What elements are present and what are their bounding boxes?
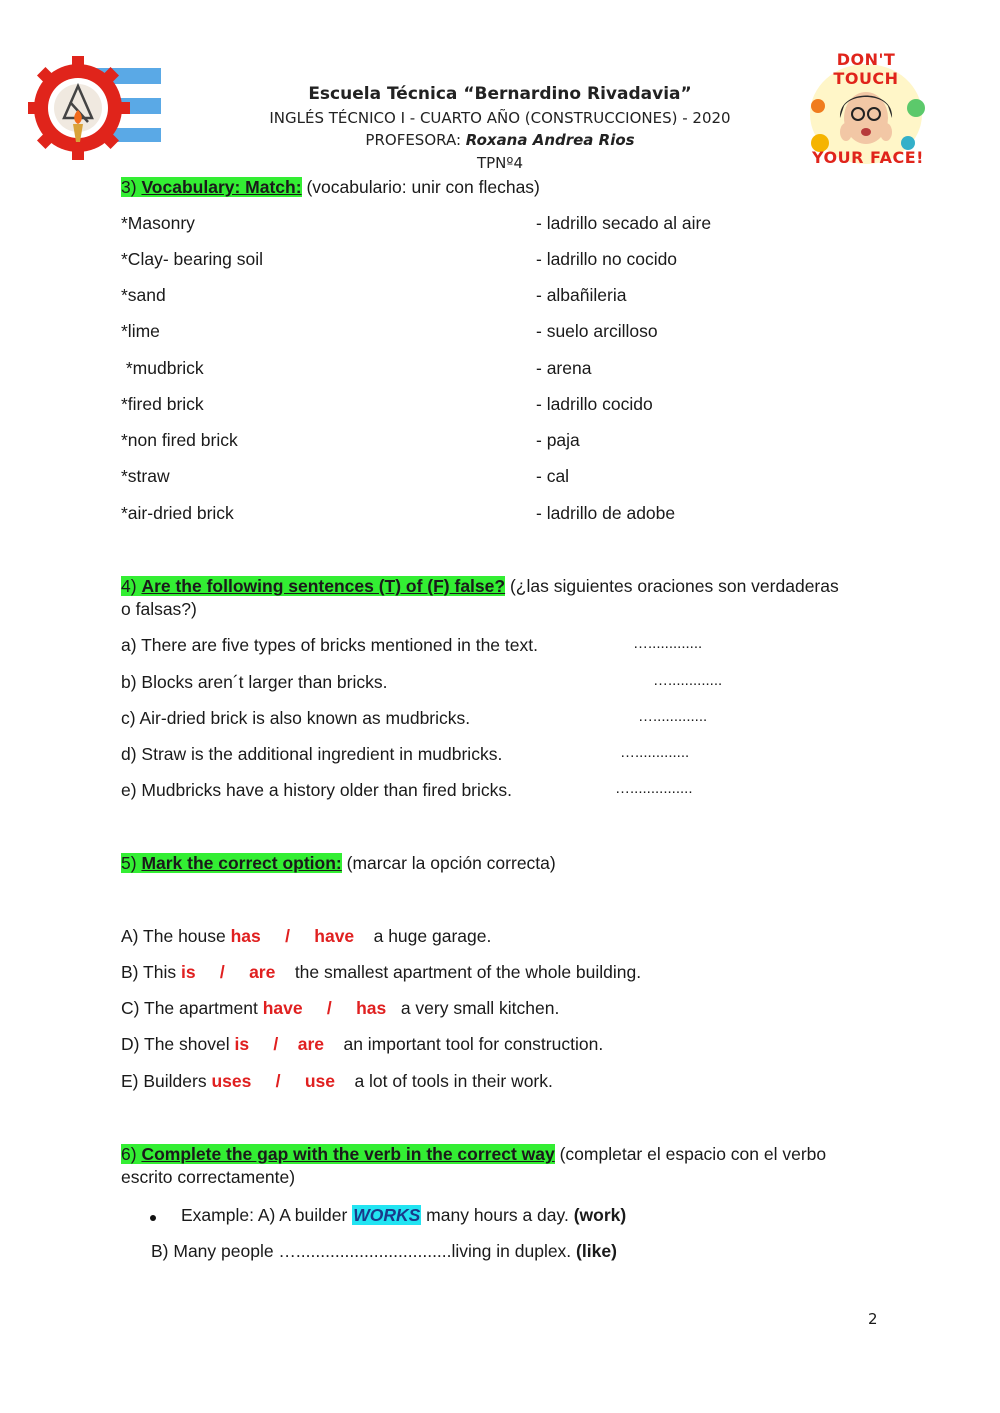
vocab-right-4: - suelo arcilloso [536,321,658,341]
section5-title: Mark the correct option: [141,853,342,873]
section6-number: 6) [121,1144,137,1164]
vocab-left-3: *sand [121,285,166,305]
section3-highlight [121,177,302,197]
option-e-rest: a lot of tools in their work. [354,1071,553,1091]
option-c-choice-1[interactable]: have [262,998,303,1018]
example-answer: WORKS [353,1205,421,1225]
section6-highlight [121,1144,555,1164]
option-c-choice-2[interactable]: has [356,998,387,1018]
option-e-choice-1[interactable]: uses [211,1071,252,1091]
section4-heading [121,576,839,597]
tf-item-b: b) Blocks aren´t larger than bricks. [121,672,388,692]
section4-subtitle-cont: o falsas?) [121,599,197,619]
option-b-stem: B) This [121,962,181,982]
option-item-d [121,1034,603,1055]
option-c-rest: a very small kitchen. [400,998,560,1018]
section5-subtitle: (marcar la opción correcta) [346,853,556,873]
vocab-left-5: *mudbrick [121,358,204,378]
option-item-c [121,998,559,1019]
vocab-left-7: *non fired brick [121,430,238,450]
vocab-right-1: - ladrillo secado al aire [536,213,712,233]
option-b-rest: the smallest apartment of the whole building. [294,962,642,982]
example-rest: many hours a day. [421,1205,574,1225]
section4-highlight [121,576,505,596]
bullet-icon [150,1215,156,1221]
teacher-label: PROFESORA: [365,131,461,149]
vocab-right-9: - ladrillo de adobe [536,503,676,523]
vocab-right-2: - ladrillo no cocido [536,249,678,269]
option-d-choice-2[interactable]: are [297,1034,325,1054]
sticker-bottom-text: YOUR FACE! [812,148,924,167]
teacher-line [0,131,1000,149]
option-a-separator: / [285,926,290,946]
option-a-rest: a huge garage. [373,926,492,946]
tf-item-d: d) Straw is the additional ingredient in mudbricks. [121,744,503,764]
section4-subtitle: (¿las siguientes oraciones son verdaderas [509,576,839,596]
option-e-separator: / [275,1071,281,1091]
option-d-separator: / [273,1034,279,1054]
vocab-right-7: - paja [536,430,580,450]
school-name: Escuela Técnica “Bernardino Rivadavia” [308,84,692,104]
section3-subtitle: (vocabulario: unir con flechas) [306,177,540,197]
tf-item-a: a) There are five types of bricks mentioned in the text. [121,635,538,655]
gap-b-verb: (like) [576,1241,617,1261]
tf-answer-d[interactable]: …............. [620,744,690,761]
option-item-a [121,926,491,947]
vocab-right-3: - albañileria [536,285,627,305]
gap-item-b [151,1241,617,1262]
option-a-choice-2[interactable]: have [314,926,355,946]
example-verb: (work) [573,1205,627,1225]
vocab-right-8: - cal [536,466,570,486]
tf-answer-b[interactable]: …............. [653,672,723,689]
option-d-choice-1[interactable]: is [234,1034,250,1054]
section5-heading [121,853,556,874]
section6-heading [121,1144,826,1165]
tf-answer-e[interactable]: …............... [615,780,693,797]
vocab-right-6: - ladrillo cocido [536,394,653,414]
option-a-stem: A) The house [121,926,231,946]
vocab-right-5: - arena [536,358,592,378]
tf-item-c: c) Air-dried brick is also known as mudbricks. [121,708,471,728]
vocab-left-8: *straw [121,466,170,486]
option-a-choice-1[interactable]: has [230,926,261,946]
vocab-left-2: *Clay- bearing soil [121,249,264,269]
example-stem: Example: A) A builder [181,1205,353,1225]
vocab-left-9: *air-dried brick [121,503,234,523]
sticker-top-text: DON'T TOUCH [833,50,899,88]
option-c-stem: C) The apartment [121,998,263,1018]
section4-title: Are the following sentences (T) of (F) false? [141,576,506,596]
vocab-left-4: *lime [121,321,160,341]
option-e-choice-2[interactable]: use [304,1071,335,1091]
example-line [181,1205,626,1226]
section6-subtitle: (completar el espacio con el verbo [559,1144,827,1164]
option-b-choice-2[interactable]: are [249,962,276,982]
tf-answer-a[interactable]: …............. [633,635,703,652]
section6-subtitle-cont: escrito correctamente) [121,1167,296,1187]
section5-number: 5) [121,853,137,873]
option-d-stem: D) The shovel [121,1034,235,1054]
option-b-choice-1[interactable]: is [180,962,196,982]
option-c-separator: / [326,998,332,1018]
section3-title: Vocabulary: Match: [141,177,302,197]
teacher-name: Roxana Andrea Rios [465,131,635,149]
vocab-left-1: *Masonry [121,213,195,233]
course-title: INGLÉS TÉCNICO I - CUARTO AÑO (CONSTRUCCIONES) - 2020 [269,109,731,127]
tf-item-e: e) Mudbricks have a history older than fired bricks. [121,780,512,800]
option-item-b [121,962,641,983]
section3-heading [121,177,540,198]
practical-work-number: TPNº4 [476,154,524,172]
section4-number: 4) [121,576,137,596]
section5-highlight [121,853,342,873]
option-item-e [121,1071,553,1092]
gap-b-text[interactable]: B) Many people …................................living in duplex. [151,1241,577,1261]
option-d-rest: an important tool for construction. [343,1034,604,1054]
section6-title: Complete the gap with the verb in the correct way [141,1144,555,1164]
section3-number: 3) [121,177,137,197]
option-b-separator: / [219,962,225,982]
vocab-left-6: *fired brick [121,394,204,414]
page-number: 2 [868,1310,878,1328]
option-e-stem: E) Builders [121,1071,212,1091]
tf-answer-c[interactable]: …............. [638,708,708,725]
